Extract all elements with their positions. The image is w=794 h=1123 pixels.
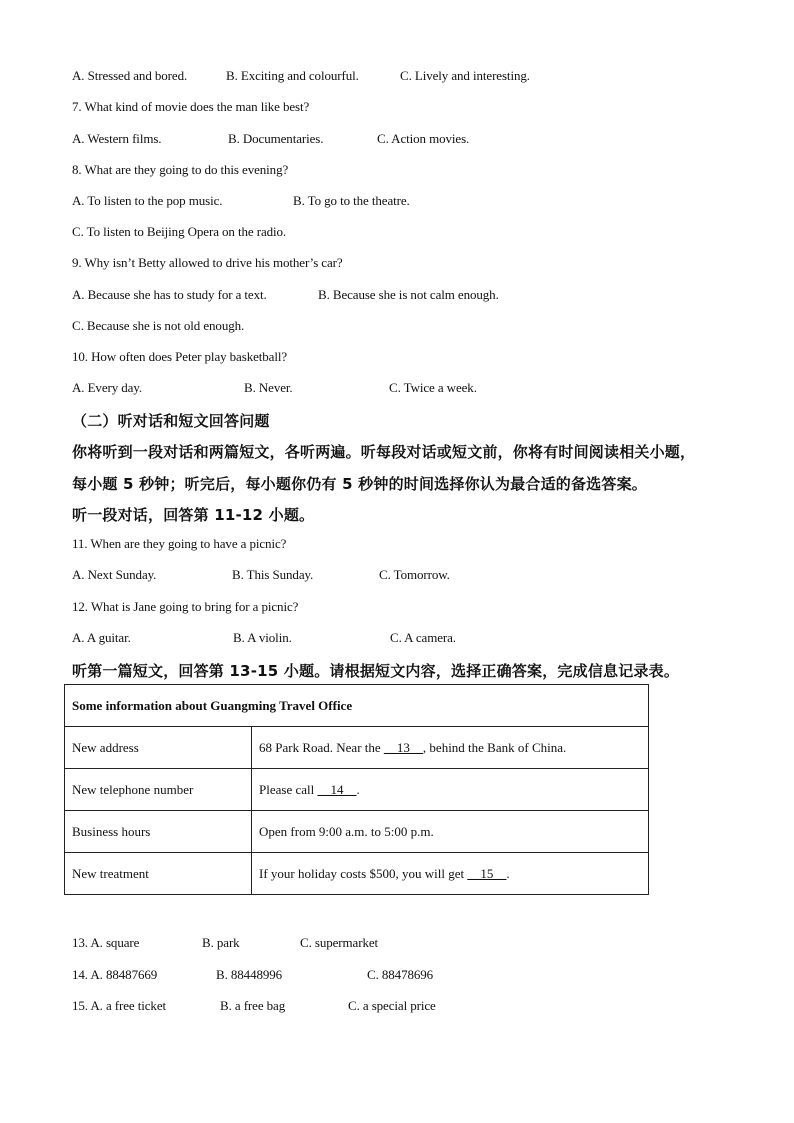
instructions-line-2: 每小题 5 秒钟；听完后，每小题你仍有 5 秒钟的时间选择你认为最合适的备选答案。 <box>72 475 647 493</box>
q11-option-c: C. Tomorrow. <box>379 567 450 582</box>
q9-option-b: B. Because she is not calm enough. <box>318 287 499 302</box>
q7-option-b: B. Documentaries. <box>228 131 324 146</box>
row-label: New treatment <box>65 853 252 895</box>
section-heading: （二）听对话和短文回答问题 <box>72 412 270 430</box>
q9-option-c: C. Because she is not old enough. <box>72 318 245 333</box>
answer-blank-13: __13__ <box>383 739 423 755</box>
q8-option-b: B. To go to the theatre. <box>293 193 410 208</box>
table-title-row <box>65 685 649 727</box>
table-row <box>65 853 649 895</box>
q13-option-c: C. supermarket <box>300 935 379 950</box>
row-label: Business hours <box>65 811 252 853</box>
row-value <box>252 811 649 853</box>
value-text: Open from 9:00 a.m. to 5:00 p.m. <box>259 823 434 839</box>
q11-option-b: B. This Sunday. <box>232 567 314 582</box>
answer-blank-14: __14__ <box>317 781 357 797</box>
q10-option-b: B. Never. <box>244 380 293 395</box>
answer-blank-15: __15__ <box>467 865 507 881</box>
question-11: 11. When are they going to have a picnic? <box>72 536 287 551</box>
q13-option-b: B. park <box>202 935 240 950</box>
row-label: New telephone number <box>65 769 252 811</box>
value-text-end: . <box>506 865 510 881</box>
q15-option-b: B. a free bag <box>220 998 286 1013</box>
value-text: If your holiday costs $500, you will get <box>259 865 468 881</box>
row-value <box>252 727 649 769</box>
q13-option-a: 13. A. square <box>72 935 140 950</box>
question-7: 7. What kind of movie does the man like best? <box>72 99 310 114</box>
value-text: Please call <box>259 781 318 797</box>
row-value <box>252 769 649 811</box>
row-value <box>252 853 649 895</box>
info-record-table <box>64 684 649 895</box>
q12-option-c: C. A camera. <box>390 630 456 645</box>
q15-option-a: 15. A. a free ticket <box>72 998 167 1013</box>
q6-option-c: C. Lively and interesting. <box>400 68 530 83</box>
value-text-end: . <box>356 781 360 797</box>
q10-option-c: C. Twice a week. <box>389 380 477 395</box>
question-8: 8. What are they going to do this evening? <box>72 162 289 177</box>
instructions-line-1: 你将听到一段对话和两篇短文，各听两遍。听每段对话或短文前，你将有时间阅读相关小题， <box>72 443 696 461</box>
q14-option-b: B. 88448996 <box>216 967 283 982</box>
table-title: Some information about Guangming Travel Office <box>65 685 649 727</box>
q12-option-b: B. A violin. <box>233 630 292 645</box>
q12-option-a: A. A guitar. <box>72 630 131 645</box>
q6-option-a: A. Stressed and bored. <box>72 68 188 83</box>
q9-option-a: A. Because she has to study for a text. <box>72 287 267 302</box>
q8-option-a: A. To listen to the pop music. <box>72 193 223 208</box>
value-text: 68 Park Road. Near the <box>259 739 384 755</box>
q7-option-c: C. Action movies. <box>377 131 470 146</box>
subsection-dialogue: 听一段对话，回答第 11-12 小题。 <box>72 506 315 524</box>
q14-option-a: 14. A. 88487669 <box>72 967 158 982</box>
table-row <box>65 727 649 769</box>
value-text-end: , behind the Bank of China. <box>422 739 567 755</box>
row-label: New address <box>65 727 252 769</box>
table-row <box>65 811 649 853</box>
question-12: 12. What is Jane going to bring for a picnic? <box>72 599 299 614</box>
q8-option-c: C. To listen to Beijing Opera on the radio. <box>72 224 287 239</box>
q6-option-b: B. Exciting and colourful. <box>226 68 359 83</box>
subsection-passage: 听第一篇短文，回答第 13-15 小题。请根据短文内容，选择正确答案，完成信息记录表。 <box>72 662 680 680</box>
table-row <box>65 769 649 811</box>
q10-option-a: A. Every day. <box>72 380 143 395</box>
q14-option-c: C. 88478696 <box>367 967 434 982</box>
q11-option-a: A. Next Sunday. <box>72 567 157 582</box>
q7-option-a: A. Western films. <box>72 131 162 146</box>
q15-option-c: C. a special price <box>348 998 436 1013</box>
question-9: 9. Why isn’t Betty allowed to drive his mother’s car? <box>72 255 343 270</box>
question-10: 10. How often does Peter play basketball? <box>72 349 288 364</box>
